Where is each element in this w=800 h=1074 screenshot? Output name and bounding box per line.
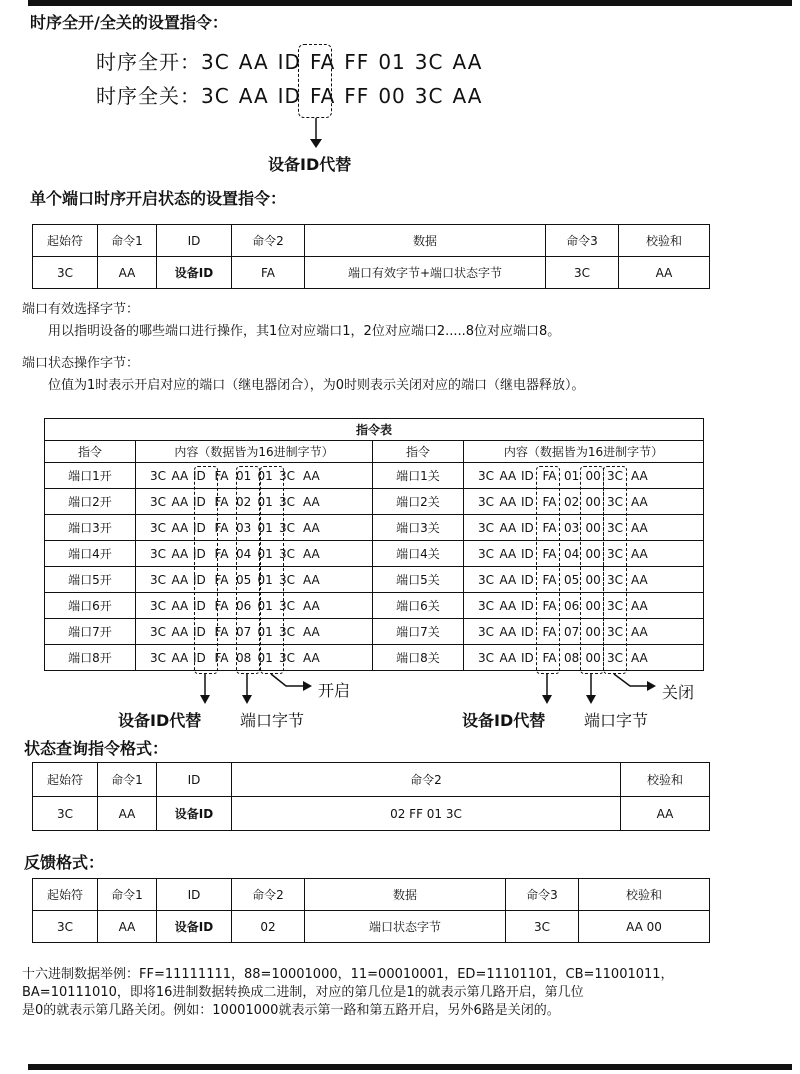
hex-byte: ID xyxy=(521,650,534,665)
hex-byte: FA xyxy=(542,494,557,509)
footer-line-1: 十六进制数据举例：FF=11111111，88=10001000，11=00010001，ED=11101101，CB=11001011， xyxy=(22,967,674,982)
hex-byte: FF xyxy=(344,84,370,108)
hex-byte: ID xyxy=(521,494,534,509)
hex-byte: 3C xyxy=(201,50,230,74)
open-command-label: 端口3开 xyxy=(45,515,136,541)
feedback-title: 反馈格式： xyxy=(24,853,105,872)
open-command-label: 端口4开 xyxy=(45,541,136,567)
hex-byte: AA xyxy=(499,650,517,665)
footer-line-3: 是0的就表示第几路关闭。例如：10001000就表示第一路和第五路开启，另外6路是关闭的。 xyxy=(22,1003,560,1018)
hex-byte: AA xyxy=(631,520,648,535)
q-hdr-cmd2: 命令2 xyxy=(232,763,621,797)
cell-data: 端口有效字节+端口状态字节 xyxy=(305,257,546,289)
close-command-label: 端口7关 xyxy=(373,619,464,645)
hex-byte: FF xyxy=(344,50,370,74)
hdr-cmd3: 命令3 xyxy=(546,225,619,257)
hex-byte: AA xyxy=(171,494,189,509)
hex-byte: AA xyxy=(499,572,517,587)
hex-byte: 03 xyxy=(564,520,580,535)
hdr-cmd2: 命令2 xyxy=(232,225,305,257)
hex-byte: 01 xyxy=(257,624,273,639)
cell-start: 3C xyxy=(33,257,98,289)
hex-byte: AA xyxy=(631,650,648,665)
hex-byte: ID xyxy=(193,650,206,665)
hex-byte: ID xyxy=(193,572,206,587)
hdr-start: 起始符 xyxy=(33,225,98,257)
close-state-box xyxy=(603,466,627,674)
line-close-bytes xyxy=(201,84,491,108)
close-port-byte-label: 端口字节 xyxy=(584,711,649,730)
hex-byte: FA xyxy=(542,572,557,587)
close-command-label: 端口4关 xyxy=(373,541,464,567)
hex-byte: ID xyxy=(521,572,534,587)
hex-byte: FA xyxy=(214,572,229,587)
open-command-label: 端口7开 xyxy=(45,619,136,645)
hex-byte: 01 xyxy=(257,494,273,509)
hex-byte: AA xyxy=(631,546,648,561)
query-title: 状态查询指令格式： xyxy=(24,739,169,758)
close-port-box xyxy=(580,466,604,674)
q-hdr-start: 起始符 xyxy=(33,763,98,797)
hex-byte: 01 xyxy=(257,546,273,561)
hex-byte: AA xyxy=(171,598,189,613)
hex-byte: 3C xyxy=(150,546,167,561)
top-rule xyxy=(28,0,792,6)
hex-byte: AA xyxy=(171,520,189,535)
hex-byte: 3C xyxy=(279,520,296,535)
hex-byte: 3C xyxy=(478,650,495,665)
col-cmd-close: 指令 xyxy=(373,441,464,463)
hdr-data: 数据 xyxy=(305,225,546,257)
hex-byte: 3C xyxy=(607,468,624,483)
hex-byte: 3C xyxy=(279,468,296,483)
hex-byte: AA xyxy=(303,598,320,613)
open-device-id-label: 设备ID代替 xyxy=(118,711,202,730)
hdr-cmd1: 命令1 xyxy=(98,225,157,257)
hex-byte: AA xyxy=(238,84,269,108)
hex-byte: AA xyxy=(171,572,189,587)
line-open xyxy=(96,46,491,75)
line-close xyxy=(96,80,491,109)
open-state-box xyxy=(257,466,284,674)
command-table-title: 指令表 xyxy=(45,419,704,441)
hex-byte: 06 xyxy=(564,598,580,613)
cell-cmd3: 3C xyxy=(546,257,619,289)
hex-byte: AA xyxy=(303,546,320,561)
hex-byte: FA xyxy=(214,494,229,509)
hex-byte: 00 xyxy=(585,468,601,483)
f-cell-start: 3C xyxy=(33,911,98,943)
q-cell-id: 设备ID xyxy=(157,797,232,831)
line-close-label: 时序全关： xyxy=(96,84,201,108)
hex-byte: 3C xyxy=(478,546,495,561)
hex-byte: 3C xyxy=(607,494,624,509)
hex-byte: 3C xyxy=(607,572,624,587)
hex-byte: AA xyxy=(303,468,320,483)
f-hdr-data: 数据 xyxy=(305,879,506,911)
q-cell-cmd2: 02 FF 01 3C xyxy=(232,797,621,831)
hex-byte: 3C xyxy=(607,624,624,639)
hex-byte: AA xyxy=(499,598,517,613)
hex-byte: 01 xyxy=(257,520,273,535)
port-state-title: 端口状态操作字节： xyxy=(22,356,140,371)
feedback-table xyxy=(32,878,710,943)
hex-byte: 3C xyxy=(478,468,495,483)
f-cell-cmd3: 3C xyxy=(506,911,579,943)
q-hdr-id: ID xyxy=(157,763,232,797)
hex-byte: 02 xyxy=(564,494,580,509)
hex-byte: 03 xyxy=(236,520,252,535)
hex-byte: 00 xyxy=(378,84,406,108)
hex-byte: FA xyxy=(542,598,557,613)
hex-byte: 3C xyxy=(478,520,495,535)
hex-byte: 3C xyxy=(150,520,167,535)
hex-byte: 00 xyxy=(585,598,601,613)
open-command-label: 端口1开 xyxy=(45,463,136,489)
hex-byte: 08 xyxy=(236,650,252,665)
f-hdr-checksum: 校验和 xyxy=(579,879,710,911)
hex-byte: 3C xyxy=(478,572,495,587)
close-command-label: 端口2关 xyxy=(373,489,464,515)
hex-byte: 3C xyxy=(150,468,167,483)
f-cell-cmd1: AA xyxy=(98,911,157,943)
section1-title: 时序全开/全关的设置指令： xyxy=(30,13,228,32)
open-label: 开启 xyxy=(318,681,351,700)
q-cell-cmd1: AA xyxy=(98,797,157,831)
hex-byte: AA xyxy=(171,468,189,483)
hex-byte: ID xyxy=(521,598,534,613)
hex-byte: 01 xyxy=(236,468,252,483)
hex-byte: ID xyxy=(521,468,534,483)
hex-byte: 05 xyxy=(564,572,580,587)
hex-byte: AA xyxy=(303,520,320,535)
hex-byte: 3C xyxy=(279,494,296,509)
hex-byte: FA xyxy=(214,598,229,613)
close-command-label: 端口5关 xyxy=(373,567,464,593)
footer-line-2: BA=10111010，即将16进制数据转换成二进制，对应的第几位是1的就表示第几路开启，第几位 xyxy=(22,985,584,1000)
hex-byte: 3C xyxy=(414,84,444,108)
hex-byte: ID xyxy=(193,598,206,613)
bottom-rule xyxy=(28,1064,792,1070)
close-command-label: 端口1关 xyxy=(373,463,464,489)
hex-byte: FA xyxy=(309,84,336,108)
hex-byte: 04 xyxy=(564,546,580,561)
hex-byte: AA xyxy=(303,572,320,587)
hex-byte: 3C xyxy=(478,598,495,613)
line-open-bytes xyxy=(201,50,491,74)
hex-byte: 3C xyxy=(607,546,624,561)
q-cell-start: 3C xyxy=(33,797,98,831)
f-cell-cmd2: 02 xyxy=(232,911,305,943)
hex-byte: FA xyxy=(214,546,229,561)
hex-byte: 05 xyxy=(236,572,252,587)
hex-byte: 3C xyxy=(414,50,444,74)
hex-byte: AA xyxy=(452,84,483,108)
hex-byte: FA xyxy=(214,624,229,639)
f-hdr-id: ID xyxy=(157,879,232,911)
hex-byte: ID xyxy=(521,546,534,561)
hex-byte: AA xyxy=(499,624,517,639)
query-table xyxy=(32,762,710,831)
port-state-desc: 位值为1时表示开启对应的端口（继电器闭合），为0时则表示关闭对应的端口（继电器释放）。 xyxy=(48,378,585,393)
hex-byte: AA xyxy=(238,50,269,74)
hex-byte: 3C xyxy=(607,650,624,665)
hex-byte: FA xyxy=(214,468,229,483)
hex-byte: AA xyxy=(303,624,320,639)
hex-byte: FA xyxy=(542,546,557,561)
hex-byte: 3C xyxy=(279,546,296,561)
hex-byte: 3C xyxy=(150,624,167,639)
hex-byte: AA xyxy=(631,572,648,587)
hex-byte: 00 xyxy=(585,546,601,561)
hex-byte: 01 xyxy=(564,468,580,483)
close-command-label: 端口8关 xyxy=(373,645,464,671)
hex-byte: 3C xyxy=(279,598,296,613)
hex-byte: 3C xyxy=(201,84,230,108)
hex-byte: 3C xyxy=(478,624,495,639)
hex-byte: 01 xyxy=(257,650,273,665)
hex-byte: 06 xyxy=(236,598,252,613)
hex-byte: AA xyxy=(499,468,517,483)
hex-byte: 04 xyxy=(236,546,252,561)
hex-byte: AA xyxy=(303,494,320,509)
hex-byte: FA xyxy=(214,650,229,665)
hex-byte: 01 xyxy=(257,572,273,587)
close-id-box xyxy=(536,466,560,674)
hex-byte: AA xyxy=(631,598,648,613)
hex-byte: FA xyxy=(542,520,557,535)
open-command-label: 端口6开 xyxy=(45,593,136,619)
cell-checksum: AA xyxy=(619,257,710,289)
hex-byte: 07 xyxy=(236,624,252,639)
col-content-open: 内容（数据皆为16进制字节） xyxy=(136,441,373,463)
hex-byte: ID xyxy=(277,84,301,108)
hex-byte: ID xyxy=(521,624,534,639)
f-hdr-cmd3: 命令3 xyxy=(506,879,579,911)
hex-byte: AA xyxy=(452,50,483,74)
hex-byte: ID xyxy=(193,624,206,639)
q-cell-checksum: AA xyxy=(621,797,710,831)
hex-byte: 01 xyxy=(257,468,273,483)
hex-byte: ID xyxy=(193,468,206,483)
hex-byte: 3C xyxy=(607,598,624,613)
hex-byte: 3C xyxy=(478,494,495,509)
line-open-label: 时序全开： xyxy=(96,50,201,74)
hex-byte: AA xyxy=(499,520,517,535)
hex-byte: ID xyxy=(193,494,206,509)
hex-byte: 3C xyxy=(279,624,296,639)
f-hdr-cmd2: 命令2 xyxy=(232,879,305,911)
hex-byte: ID xyxy=(193,546,206,561)
hex-byte: 00 xyxy=(585,520,601,535)
hex-byte: AA xyxy=(171,624,189,639)
col-cmd-open: 指令 xyxy=(45,441,136,463)
hdr-checksum: 校验和 xyxy=(619,225,710,257)
hex-byte: 00 xyxy=(585,650,601,665)
section2-title: 单个端口时序开启状态的设置指令： xyxy=(30,189,287,208)
hex-byte: AA xyxy=(499,546,517,561)
open-command-label: 端口8开 xyxy=(45,645,136,671)
id-highlight-box xyxy=(298,44,332,118)
hex-byte: ID xyxy=(277,50,301,74)
hex-byte: 01 xyxy=(257,598,273,613)
hex-byte: AA xyxy=(171,546,189,561)
close-device-id-label: 设备ID代替 xyxy=(462,711,546,730)
hex-byte: 00 xyxy=(585,494,601,509)
hex-byte: ID xyxy=(521,520,534,535)
q-hdr-checksum: 校验和 xyxy=(621,763,710,797)
f-cell-data: 端口状态字节 xyxy=(305,911,506,943)
cell-id: 设备ID xyxy=(157,257,232,289)
hex-byte: 07 xyxy=(564,624,580,639)
hex-byte: AA xyxy=(631,468,648,483)
hex-byte: 01 xyxy=(378,50,406,74)
hex-byte: FA xyxy=(542,468,557,483)
hdr-id: ID xyxy=(157,225,232,257)
f-cell-checksum: AA 00 xyxy=(579,911,710,943)
hex-byte: AA xyxy=(303,650,320,665)
open-id-box xyxy=(194,466,218,674)
hex-byte: ID xyxy=(193,520,206,535)
hex-byte: AA xyxy=(499,494,517,509)
f-cell-id: 设备ID xyxy=(157,911,232,943)
cell-cmd1: AA xyxy=(98,257,157,289)
single-port-table xyxy=(32,224,710,289)
hex-byte: FA xyxy=(309,50,336,74)
hex-byte: 3C xyxy=(150,572,167,587)
hex-byte: FA xyxy=(542,624,557,639)
hex-byte: 02 xyxy=(236,494,252,509)
hex-byte: 3C xyxy=(150,598,167,613)
hex-byte: 00 xyxy=(585,572,601,587)
hex-byte: 08 xyxy=(564,650,580,665)
close-command-label: 端口3关 xyxy=(373,515,464,541)
port-valid-title: 端口有效选择字节： xyxy=(22,302,140,317)
hex-byte: 00 xyxy=(585,624,601,639)
open-command-label: 端口2开 xyxy=(45,489,136,515)
close-label: 关闭 xyxy=(662,683,695,702)
cell-cmd2: FA xyxy=(232,257,305,289)
f-hdr-cmd1: 命令1 xyxy=(98,879,157,911)
q-hdr-cmd1: 命令1 xyxy=(98,763,157,797)
hex-byte: 3C xyxy=(607,520,624,535)
hex-byte: 3C xyxy=(150,650,167,665)
close-command-label: 端口6关 xyxy=(373,593,464,619)
hex-byte: AA xyxy=(631,624,648,639)
hex-byte: AA xyxy=(631,494,648,509)
hex-byte: FA xyxy=(214,520,229,535)
col-content-close: 内容（数据皆为16进制字节） xyxy=(464,441,704,463)
port-valid-desc: 用以指明设备的哪些端口进行操作，其1位对应端口1，2位对应端口2.....8位对应端口8。 xyxy=(48,324,561,339)
open-port-box xyxy=(236,466,260,674)
hex-byte: 3C xyxy=(279,650,296,665)
hex-byte: 3C xyxy=(279,572,296,587)
open-port-byte-label: 端口字节 xyxy=(240,711,305,730)
open-command-label: 端口5开 xyxy=(45,567,136,593)
hex-byte: AA xyxy=(171,650,189,665)
hex-byte: 3C xyxy=(150,494,167,509)
id-note: 设备ID代替 xyxy=(268,155,352,174)
hex-byte: FA xyxy=(542,650,557,665)
f-hdr-start: 起始符 xyxy=(33,879,98,911)
